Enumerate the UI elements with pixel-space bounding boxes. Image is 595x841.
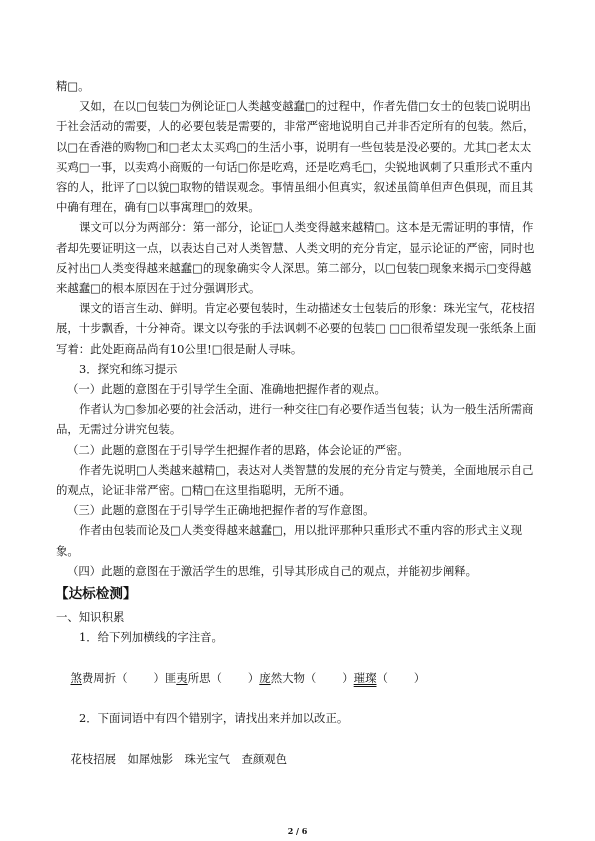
- paragraph: 课文可以分为两部分：第一部分，论证□人类变得越来越精□。这本是无需证明的事情，作者却先要证明这一点，以表达自己对人类智慧、人类文明的充分肯定，显示论证的严密，同时也反衬出□人类变得越来越蠢□的现象确实令人深思。第二部分，以□包装□现象来揭示□变得越来越蠢□的根本原因在于过分强调形式。: [56, 220, 535, 296]
- pinyin-line: [56, 647, 540, 708]
- pinyin-item-2: 匪夷所思（ ）: [164, 670, 260, 685]
- paragraph: （三）此题的意图在于引导学生正确地把握作者的写作意图。: [67, 503, 375, 518]
- question-2: 2．下面词语中有四个错别字，请找出来并加以改正。: [79, 711, 349, 726]
- word-item: 如犀烛影: [127, 751, 174, 766]
- word-item: 珠光宝气: [184, 751, 231, 766]
- page-number: 2 / 6: [287, 826, 308, 836]
- paragraph: 精□。: [56, 79, 90, 93]
- word-item: 查颜观色: [241, 751, 288, 766]
- pinyin-item-4: 璀璨（ ）: [353, 670, 426, 685]
- paragraph: 作者认为□参加必要的社会活动，进行一种交往□有必要作适当包装；认为一般生活所需商品，无需过分讲究包装。: [56, 402, 534, 437]
- paragraph: （四）此题的意图在于激活学生的思维，引导其形成自己的观点，并能初步阐释。: [67, 563, 478, 578]
- paragraph: 课文的语言生动、鲜明。肯定必要包装时，生动描述女士包装后的形象：珠光宝气，花枝招展，十步飘香，十分神奇。课文以夸张的手法讽刺不必要的包装□ □□很希望发现一张纸条上面写着：此处距商品尚有10公里!□很是耐人寻味。: [56, 301, 537, 356]
- paragraph: 又如，在以□包装□为例论证□人类越变越蠢□的过程中，作者先借□女士的包装□说明出于社会活动的需要，人的必要包装是需要的，非常严密地说明自己并非否定所有的包装。然后，以□在香港的购物□和□老太太买鸡□的生活小事，说明有一些包装是没必要的。尤其□老太太买鸡□一事，以卖鸡小商贩的一句话□你是吃鸡，还是吃鸡毛□，尖锐地讽刺了只重形式不重内容的人，批评了□以貌□取物的错误观念。事情虽细小但真实，叙述虽简单但声色俱现，而且其中确有理在，确有□以事寓理□的效果。: [56, 99, 535, 215]
- body-text: [56, 76, 540, 581]
- word-list: [56, 728, 540, 789]
- paragraph: 作者由包装而论及□人类变得越来越蠢□，用以批评那种只重形式不重内容的形式主义现象。: [56, 523, 522, 558]
- paragraph: （二）此题的意图在于引导学生把握作者的思路，体会论证的严密。: [67, 442, 409, 457]
- paragraph: 作者先说明□人类越来越精□，表达对人类智慧的发展的充分肯定与赞美，全面地展示自己的观点，论证非常严密。□精□在这里指聪明，无所不通。: [56, 462, 534, 498]
- word-item: 花枝招展: [70, 751, 117, 766]
- pinyin-item-3: 庞然大物（ ）: [259, 670, 354, 685]
- section-title: 一、知识积累: [56, 610, 125, 625]
- paragraph: 3．探究和练习提示: [79, 361, 178, 376]
- question-1: 1．给下列加横线的字注音。: [79, 630, 223, 645]
- paragraph: （一）此题的意图在于引导学生全面、准确地把握作者的观点。: [67, 382, 386, 397]
- pinyin-item-1: 煞费周折（ ）: [70, 670, 165, 685]
- section-heading: 【达标检测】: [55, 586, 137, 603]
